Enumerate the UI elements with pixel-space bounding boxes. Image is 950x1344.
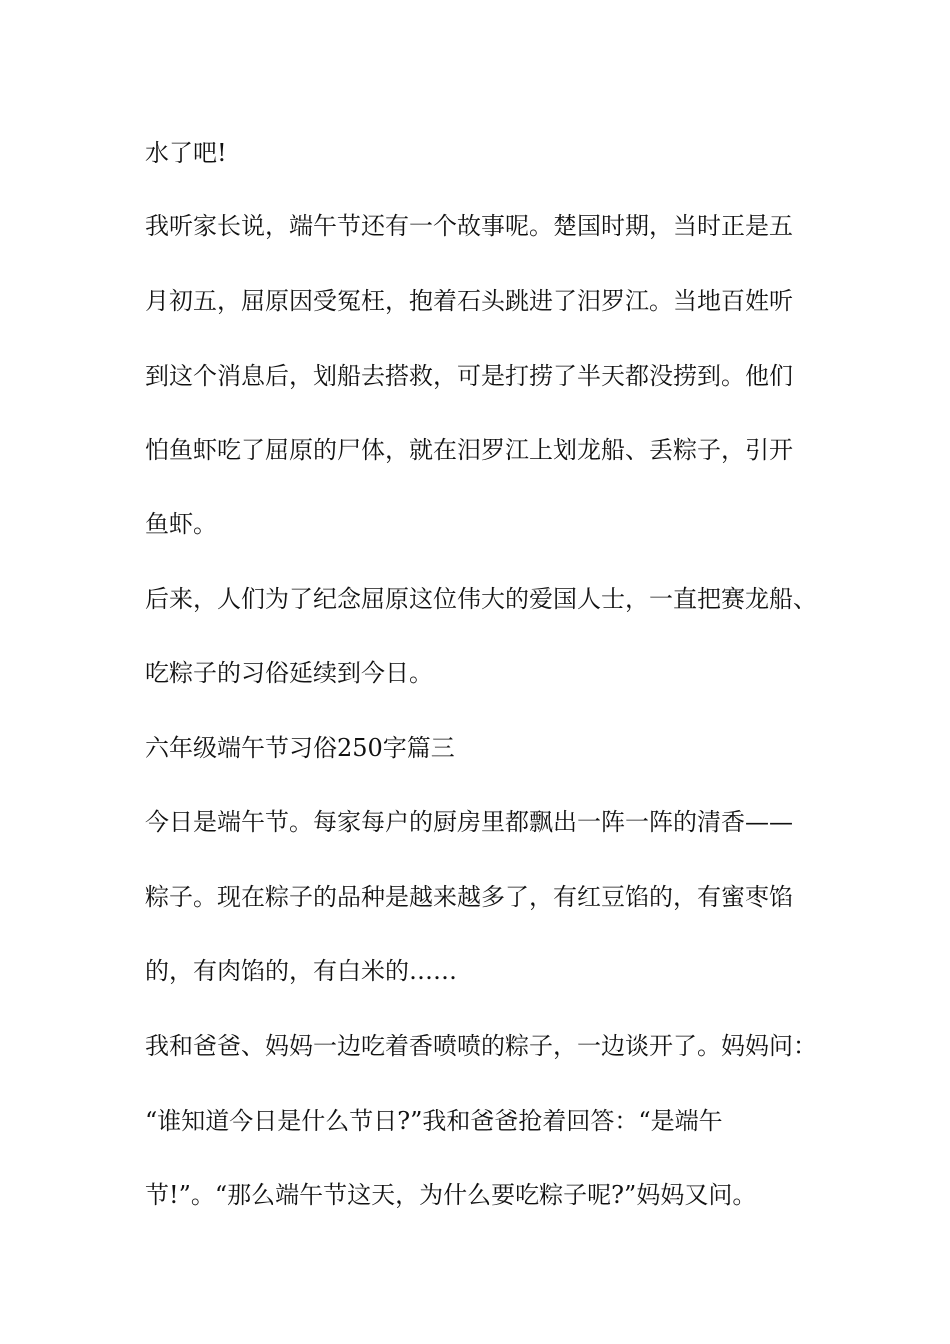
text-line: 吃粽子的习俗延续到今日。	[145, 659, 433, 687]
text-line: 我和爸爸、妈妈一边吃着香喷喷的粽子，一边谈开了。妈妈问：	[145, 1032, 817, 1060]
text-line: 我听家长说，端午节还有一个故事呢。楚国时期，当时正是五	[145, 212, 793, 240]
text-line: 的，有肉馅的，有白米的……	[145, 957, 457, 985]
text-line: “谁知道今日是什么节日?”我和爸爸抢着回答：“是端午	[145, 1107, 723, 1135]
text-line: 节!”。“那么端午节这天，为什么要吃粽子呢?”妈妈又问。	[145, 1181, 757, 1209]
text-line: 到这个消息后，划船去搭救，可是打捞了半天都没捞到。他们	[145, 362, 793, 390]
text-line: 鱼虾。	[145, 510, 217, 538]
section-heading: 六年级端午节习俗250字篇三	[145, 734, 455, 762]
text-line: 今日是端午节。每家每户的厨房里都飘出一阵一阵的清香——	[145, 808, 793, 836]
text-line: 水了吧!	[145, 139, 227, 167]
text-line: 月初五，屈原因受冤枉，抱着石头跳进了汨罗江。当地百姓听	[145, 287, 793, 315]
text-line: 粽子。现在粽子的品种是越来越多了，有红豆馅的，有蜜枣馅	[145, 883, 793, 911]
text-line: 怕鱼虾吃了屈原的尸体，就在汨罗江上划龙船、丢粽子，引开	[145, 436, 793, 464]
text-line: 后来，人们为了纪念屈原这位伟大的爱国人士，一直把赛龙船、	[145, 585, 817, 613]
